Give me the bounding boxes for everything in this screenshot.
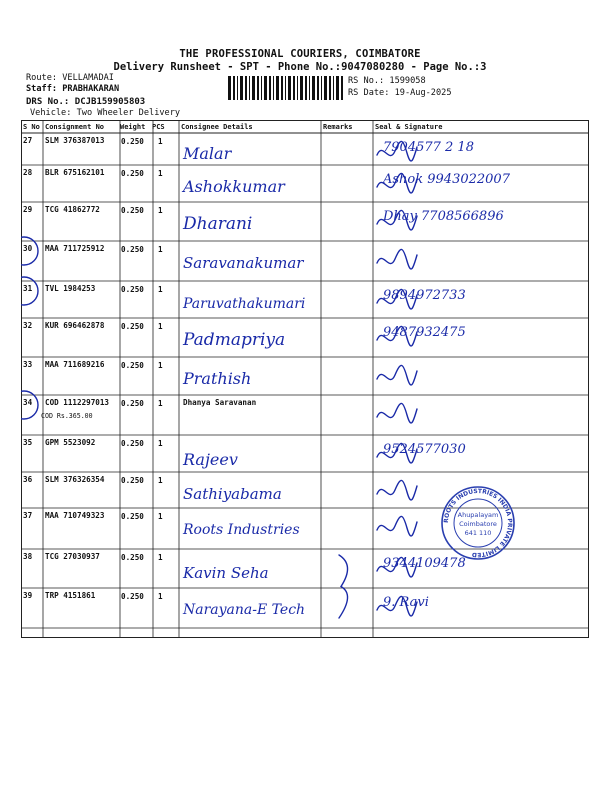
- barcode-bar: [249, 76, 250, 100]
- row-pcs: 1: [158, 322, 163, 331]
- row-weight: 0.250: [121, 206, 144, 215]
- row-sno: 36: [23, 475, 33, 484]
- rs-date-line: [348, 88, 452, 98]
- row-sno: 39: [23, 591, 33, 600]
- drs-line: [26, 97, 145, 107]
- barcode-bar: [309, 76, 310, 100]
- signature-scribble: [377, 249, 417, 269]
- row-weight: 0.250: [121, 137, 144, 146]
- row-consignment: TVL 1984253: [45, 284, 96, 293]
- barcode-bar: [252, 76, 255, 100]
- table-row: [23, 244, 417, 272]
- barcode-bar: [276, 76, 279, 100]
- table-grid: [21, 120, 589, 638]
- staff-value: PRABHAKARAN: [62, 84, 120, 94]
- row-consignment: SLM 376387013: [45, 136, 105, 145]
- column-header: Consignment No: [45, 123, 105, 131]
- row-pcs: 1: [158, 553, 163, 562]
- row-consignee-handwritten: Saravanakumar: [183, 254, 304, 272]
- row-pcs: 1: [158, 476, 163, 485]
- barcode-bar: [240, 76, 243, 100]
- rs-no-value: 1599058: [389, 76, 426, 86]
- row-consignee-handwritten: Dharani: [183, 214, 253, 234]
- row-consignee-handwritten: Roots Industries: [183, 522, 300, 538]
- barcode-bar: [329, 76, 331, 100]
- staff-line: [26, 84, 119, 94]
- staff-label: Staff:: [26, 84, 58, 94]
- stamp-line3: 641 110: [464, 529, 492, 537]
- barcode-bar: [341, 76, 343, 100]
- rs-date-label: RS Date:: [348, 88, 390, 98]
- column-header: Remarks: [323, 123, 353, 131]
- row-signature-note: 7904577 2 18: [383, 140, 474, 155]
- barcode-bar: [333, 76, 334, 100]
- barcode-image: [228, 76, 343, 100]
- barcode-bar: [312, 76, 315, 100]
- column-header: S No: [23, 123, 40, 131]
- table-row: [23, 398, 417, 423]
- row-pcs: 1: [158, 439, 163, 448]
- row-weight: 0.250: [121, 476, 144, 485]
- stamp-line1: Ahupalayam: [457, 511, 499, 519]
- barcode-bar: [285, 76, 286, 100]
- row-pcs: 1: [158, 169, 163, 178]
- row-consignee-handwritten: Rajeev: [183, 450, 238, 469]
- row-consignment: GPM 5523092: [45, 438, 96, 447]
- row-consignment: MAA 711725912: [45, 244, 105, 253]
- barcode-bar: [297, 76, 298, 100]
- company-stamp: [442, 487, 514, 559]
- barcode-bar: [317, 76, 319, 100]
- row-pcs: 1: [158, 285, 163, 294]
- barcode-bar: [245, 76, 247, 100]
- row-consignment: MAA 711689216: [45, 360, 105, 369]
- stamp-line2: Coimbatore: [459, 520, 497, 528]
- vehicle-line: [30, 108, 180, 118]
- barcode-bar: [273, 76, 274, 100]
- row-consignee-handwritten: Paruvathakumari: [183, 296, 306, 312]
- row-consignee-printed: Dhanya Saravanan: [183, 398, 257, 407]
- vehicle-value: Two Wheeler Delivery: [76, 108, 181, 118]
- table-border: [22, 121, 589, 638]
- barcode-bar: [257, 76, 259, 100]
- rs-no-line: [348, 76, 426, 86]
- row-signature-note: 9524577030: [383, 442, 466, 457]
- row-pcs: 1: [158, 592, 163, 601]
- row-signature-note: 9894972733: [383, 288, 466, 303]
- table-row: [23, 360, 417, 388]
- row-sno: 33: [23, 360, 33, 369]
- row-sno: 31: [23, 284, 33, 293]
- row-consignee-handwritten: Prathish: [183, 369, 252, 388]
- vehicle-label: Vehicle:: [30, 108, 72, 118]
- row-pcs: 1: [158, 245, 163, 254]
- row-sno: 27: [23, 136, 33, 145]
- row-consignment: MAA 710749323: [45, 511, 105, 520]
- barcode-bar: [300, 76, 303, 100]
- row-sno: 38: [23, 552, 33, 561]
- column-header: Consignee Details: [181, 123, 253, 131]
- table-row: [23, 205, 504, 234]
- rs-no-label: RS No.:: [348, 76, 385, 86]
- row-consignee-handwritten: Malar: [183, 144, 232, 163]
- rs-date-value: 19-Aug-2025: [394, 88, 452, 98]
- row-consignee-handwritten: Padmapriya: [183, 330, 286, 350]
- table-row: [23, 438, 466, 469]
- row-consignee-handwritten: Narayana-E Tech: [183, 602, 306, 618]
- row-weight: 0.250: [121, 512, 144, 521]
- row-consignment: KUR 696462878: [45, 321, 105, 330]
- row-pcs: 1: [158, 399, 163, 408]
- column-header: Weight: [120, 123, 146, 131]
- table-row: [23, 591, 429, 618]
- barcode-bar: [288, 76, 291, 100]
- row-consignee-handwritten: Ashokkumar: [183, 177, 285, 196]
- row-weight: 0.250: [121, 553, 144, 562]
- row-consignment: TCG 27030937: [45, 552, 100, 561]
- row-sno: 29: [23, 205, 33, 214]
- table-row: [23, 475, 417, 503]
- drs-label: DRS No.:: [26, 97, 70, 107]
- barcode-bar: [261, 76, 262, 100]
- row-pcs: 1: [158, 512, 163, 521]
- row-consignee-handwritten: Kavin Seha: [183, 564, 269, 582]
- signature-scribble: [377, 480, 417, 500]
- barcode-bar: [264, 76, 267, 100]
- row-weight: 0.250: [121, 592, 144, 601]
- row-weight: 0.250: [121, 245, 144, 254]
- barcode-bar: [305, 76, 307, 100]
- row-consignment: COD 1112297013: [45, 398, 110, 407]
- table-row: [23, 284, 466, 312]
- row-consignment: TRP 4151861: [45, 591, 96, 600]
- row-weight: 0.250: [121, 169, 144, 178]
- barcode-bar: [233, 76, 235, 100]
- route-line: [26, 73, 114, 83]
- barcode-bar: [321, 76, 322, 100]
- row-cod-note: COD Rs.365.00: [41, 412, 93, 420]
- row-signature-note: 9344109478: [383, 556, 466, 571]
- table-row: [23, 136, 474, 163]
- row-weight: 0.250: [121, 322, 144, 331]
- row-weight: 0.250: [121, 399, 144, 408]
- row-weight: 0.250: [121, 361, 144, 370]
- barcode-bar: [237, 76, 238, 100]
- row-consignee-handwritten: Sathiyabama: [183, 485, 282, 503]
- row-pcs: 1: [158, 206, 163, 215]
- brace-mark: [339, 555, 348, 618]
- signature-scribble: [377, 516, 417, 536]
- row-sno: 32: [23, 321, 33, 330]
- runsheet-title: Delivery Runsheet - SPT - Phone No.:9047080280 - Page No.:3: [113, 61, 487, 73]
- row-signature-note: 9487932475: [383, 325, 466, 340]
- column-header: Seal & Signature: [375, 123, 443, 131]
- signature-scribble: [377, 365, 417, 385]
- row-sno: 30: [23, 244, 33, 253]
- barcode-bar: [324, 76, 327, 100]
- column-header: PCS: [152, 123, 165, 131]
- barcode-bar: [281, 76, 283, 100]
- signature-scribble: [377, 403, 417, 423]
- route-label: Route:: [26, 73, 58, 83]
- row-sno: 34: [23, 398, 33, 407]
- row-sno: 35: [23, 438, 33, 447]
- row-weight: 0.250: [121, 285, 144, 294]
- row-consignment: BLR 675162101: [45, 168, 105, 177]
- row-sno: 28: [23, 168, 33, 177]
- stamp-ring-text: ROOTS INDUSTRIES INDIA PRIVATE LIMITED: [442, 487, 514, 559]
- row-pcs: 1: [158, 137, 163, 146]
- runsheet-table: [21, 120, 589, 638]
- row-pcs: 1: [158, 361, 163, 370]
- barcode-bar: [228, 76, 231, 100]
- row-sno: 37: [23, 511, 33, 520]
- row-signature-note: 9. Ravi: [383, 595, 429, 610]
- row-consignment: SLM 376326354: [45, 475, 105, 484]
- table-row: [23, 552, 466, 582]
- row-signature-note: Dhay 7708566896: [383, 209, 504, 224]
- table-row: [23, 168, 511, 196]
- row-signature-note: Ashok 9943022007: [383, 172, 510, 187]
- row-consignment: TCG 41862772: [45, 205, 100, 214]
- barcode-bar: [269, 76, 271, 100]
- drs-value: DCJB159905803: [74, 97, 146, 107]
- barcode-bar: [336, 76, 339, 100]
- row-weight: 0.250: [121, 439, 144, 448]
- barcode-bar: [293, 76, 295, 100]
- company-title: THE PROFESSIONAL COURIERS, COIMBATORE: [179, 48, 421, 60]
- table-row: [23, 511, 417, 538]
- table-row: [23, 321, 466, 350]
- route-value: VELLAMADAI: [62, 73, 114, 83]
